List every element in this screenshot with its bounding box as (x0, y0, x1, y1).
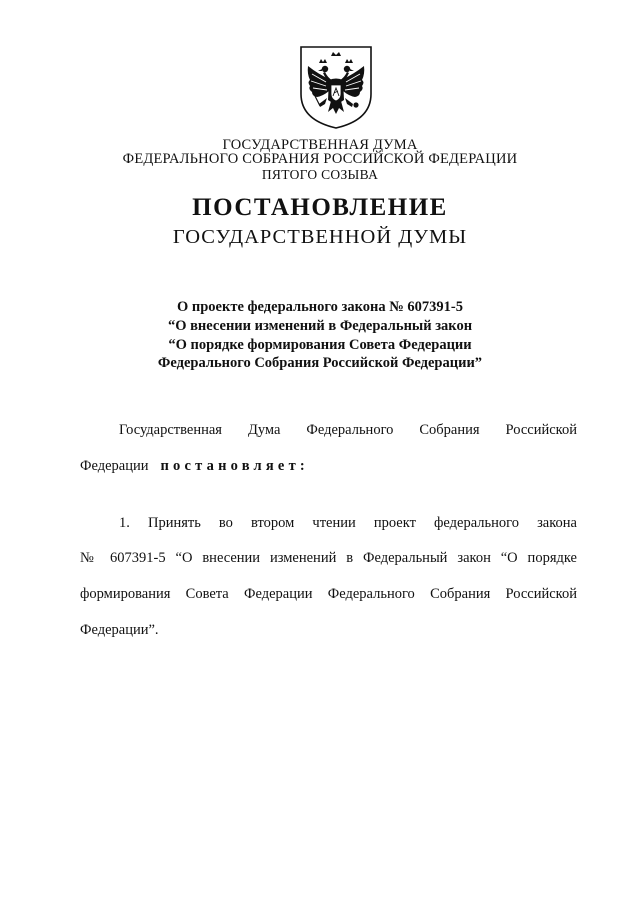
clause-line: 1. Принять во втором чтении проект федерального закона (119, 515, 577, 531)
convocation-line: ПЯТОГО СОЗЫВА (261, 167, 379, 182)
preamble-line: Государственная Дума Федерального Собрания Российской (119, 422, 577, 438)
subject-line: “О внесении изменений в Федеральный закон (167, 318, 473, 334)
clause-line: формирования Совета Федерации Федерального Собрания Российской (80, 586, 577, 602)
document-type-title: ПОСТАНОВЛЕНИЕ (192, 194, 448, 221)
decree-keyword: постановляет: (160, 458, 309, 474)
subject-line: “О порядке формирования Совета Федерации (168, 337, 472, 353)
subject-line: О проекте федерального закона № 607391-5 (176, 299, 464, 315)
organization-name-line2: ФЕДЕРАЛЬНОГО СОБРАНИЯ РОССИЙСКОЙ ФЕДЕРАЦИИ (122, 151, 518, 167)
document-issuer-subtitle: ГОСУДАРСТВЕННОЙ ДУМЫ (172, 226, 468, 248)
subject-line: Федерального Собрания Российской Федерации” (157, 355, 483, 371)
clause-line: № 607391-5 “О внесении изменений в Федеральный закон “О порядке (80, 550, 577, 566)
organization-name-line1: ГОСУДАРСТВЕННАЯ ДУМА (222, 137, 418, 153)
preamble-line (80, 458, 309, 475)
double-headed-eagle-coat-of-arms-icon (298, 44, 374, 130)
clause-line: Федерации”. (80, 622, 159, 638)
preamble-text: Федерации (80, 458, 149, 474)
